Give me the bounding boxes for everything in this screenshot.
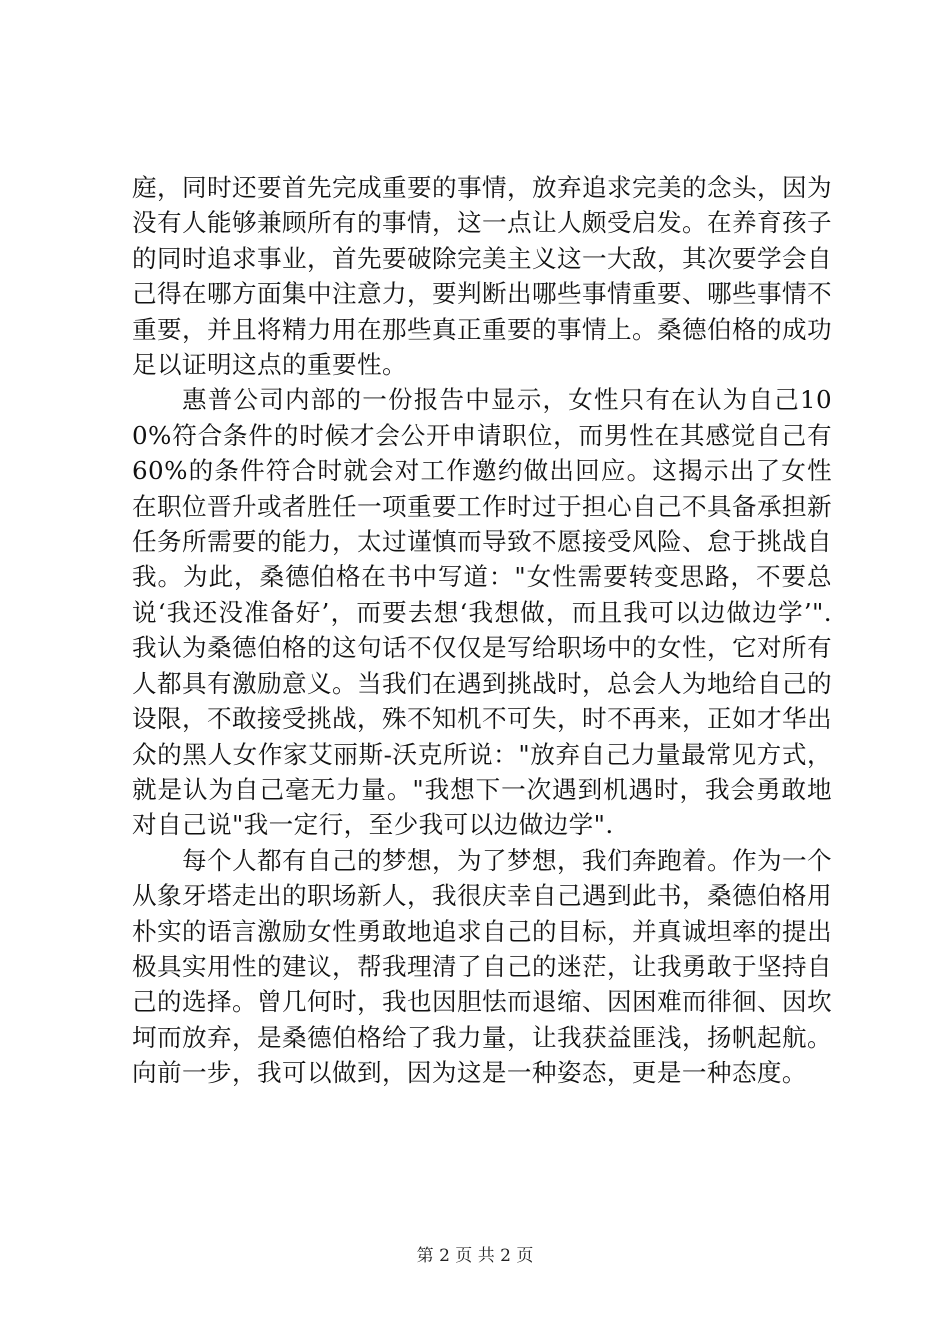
- document-body: [132, 170, 832, 1091]
- paragraph-hp-report: 惠普公司内部的一份报告中显示，女性只有在认为自己100%符合条件的时候才会公开申请职位，而男性在其感觉自己有60%的条件符合时就会对工作邀约做出回应。这揭示出了女性在职位晋升或者胜任一项重要工作时过于担心自己不具备承担新任务所需要的能力，太过谨慎而导致不愿接受风险、怠于挑战自我。为此，桑德伯格在书中写道："女性需要转变思路，不要总说‘我还没准备好’，而要去想‘我想做，而且我可以边做边学’".我认为桑德伯格的这句话不仅仅是写给职场中的女性，它对所有人都具有激励意义。当我们在遇到挑战时，总会人为地给自己的设限，不敢接受挑战，殊不知机不可失，时不再来，正如才华出众的黑人女作家艾丽斯-沃克所说："放弃自己力量最常见方式，就是认为自己毫无力量。"我想下一次遇到机遇时，我会勇敢地对自己说"我一定行，至少我可以边做边学".: [132, 385, 832, 840]
- page-footer: 第 2 页 共 2 页: [416, 1246, 534, 1266]
- paragraph-dream: 每个人都有自己的梦想，为了梦想，我们奔跑着。作为一个从象牙塔走出的职场新人，我很庆幸自己遇到此书，桑德伯格用朴实的语言激励女性勇敢地追求自己的目标，并真诚坦率的提出极具实用性的建议，帮我理清了自己的迷茫，让我勇敢于坚持自己的选择。曾几何时，我也因胆怯而退缩、因困难而徘徊、因坎坷而放弃，是桑德伯格给了我力量，让我获益匪浅，扬帆起航。向前一步，我可以做到，因为这是一种姿态，更是一种态度。: [132, 845, 832, 1088]
- paragraph-continuation: 庭，同时还要首先完成重要的事情，放弃追求完美的念头，因为没有人能够兼顾所有的事情，这一点让人颇受启发。在养育孩子的同时追求事业，首先要破除完美主义这一大敌，其次要学会自己得在哪方面集中注意力，要判断出哪些事情重要、哪些事情不重要，并且将精力用在那些真正重要的事情上。桑德伯格的成功足以证明这点的重要性。: [132, 173, 832, 380]
